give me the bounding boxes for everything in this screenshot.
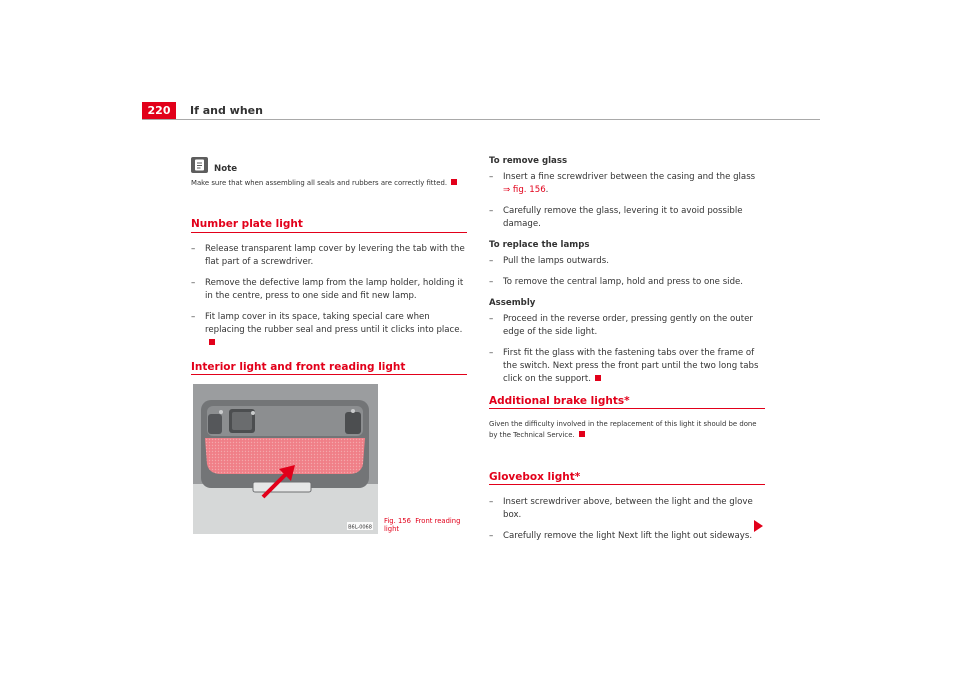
note-text-content: Make sure that when assembling all seals and rubbers are correctly fitted.: [191, 179, 448, 187]
subheading-remove-glass: To remove glass: [489, 156, 568, 166]
list-item: [191, 243, 467, 269]
step-text: Release transparent lamp cover by levering the tab with the flat part of a screwdriver.: [205, 244, 465, 267]
section-title-glovebox-light: Glovebox light*: [489, 471, 581, 483]
dash: –: [191, 278, 196, 288]
list-item: [489, 313, 765, 339]
dash: –: [489, 497, 494, 507]
dash: –: [489, 277, 494, 287]
list-item: [489, 496, 765, 522]
list-item: [191, 277, 467, 303]
subheading-replace-lamps: To replace the lamps: [489, 240, 590, 250]
end-square-icon: [579, 431, 585, 437]
note-label: Note: [214, 164, 238, 174]
dash: –: [489, 172, 494, 182]
list-item: [191, 311, 467, 350]
step-text: Remove the defective lamp from the lamp holder, holding it in the centre, press to one side and fit new lamp.: [205, 278, 464, 301]
next-page-arrow-icon[interactable]: [754, 520, 763, 532]
figure-caption-text: Front reading light: [384, 517, 461, 534]
dash: –: [489, 348, 494, 358]
section-title-interior-light: Interior light and front reading light: [191, 361, 406, 373]
section-rule: [489, 484, 765, 485]
step-text: Fit lamp cover in its space, taking special care when replacing the rubber seal and press until it clicks into place.: [205, 312, 463, 335]
step-text: Proceed in the reverse order, pressing gently on the outer edge of the side light.: [503, 314, 753, 337]
list-item: [489, 276, 765, 289]
brake-text-content: Given the difficulty involved in the replacement of this light it should be done by the Technical Service.: [489, 420, 757, 439]
section-rule: [489, 408, 765, 409]
figure-reference-link[interactable]: ⇒ fig. 156: [503, 185, 546, 195]
step-text: Carefully remove the light Next lift the light out sideways.: [503, 531, 753, 541]
step-text: Insert a fine screwdriver between the casing and the glass: [503, 172, 756, 182]
list-item: [489, 530, 765, 543]
step-text: Insert screwdriver above, between the light and the glove box.: [503, 497, 753, 520]
page-number: 220: [142, 102, 176, 120]
figure-code: B6L-0068: [348, 524, 372, 531]
list-item: [489, 255, 765, 268]
header-title: If and when: [190, 104, 263, 117]
figure-front-reading-light: [193, 384, 378, 534]
header-rule: [142, 119, 820, 120]
brake-text: [489, 419, 765, 440]
dash: –: [489, 256, 494, 266]
note-icon: [191, 157, 208, 173]
end-square-icon: [451, 179, 457, 185]
list-item: – Insert a fine screwdriver between the casing and the glass ⇒ fig. 156.: [489, 172, 756, 195]
right-column: [489, 155, 765, 394]
glovebox-steps: [489, 496, 765, 551]
dash: –: [489, 531, 494, 541]
subheading-assembly: Assembly: [489, 298, 536, 308]
step-text: To remove the central lamp, hold and press to one side.: [503, 277, 744, 287]
dash: –: [191, 244, 196, 254]
figure-caption: [384, 517, 474, 534]
section-rule: [191, 374, 467, 375]
section-rule: [191, 232, 467, 233]
step-text: Carefully remove the glass, levering it to avoid possible damage.: [503, 206, 743, 229]
dash: –: [489, 206, 494, 216]
dash: –: [489, 314, 494, 324]
step-text: First fit the glass with the fastening tabs over the frame of the switch. Next press the front part until the two long tabs click on the support.: [503, 348, 759, 384]
section-title-brake-lights: Additional brake lights*: [489, 395, 630, 407]
step-text: Pull the lamps outwards.: [503, 256, 609, 266]
note-text: [191, 178, 466, 189]
section-title-number-plate: Number plate light: [191, 218, 303, 230]
number-plate-steps: [191, 243, 467, 358]
figure-number: Fig. 156: [384, 517, 411, 525]
dash: –: [191, 312, 196, 322]
end-square-icon: [209, 339, 215, 345]
list-item: [489, 347, 765, 386]
end-square-icon: [595, 375, 601, 381]
list-item: [489, 205, 765, 231]
